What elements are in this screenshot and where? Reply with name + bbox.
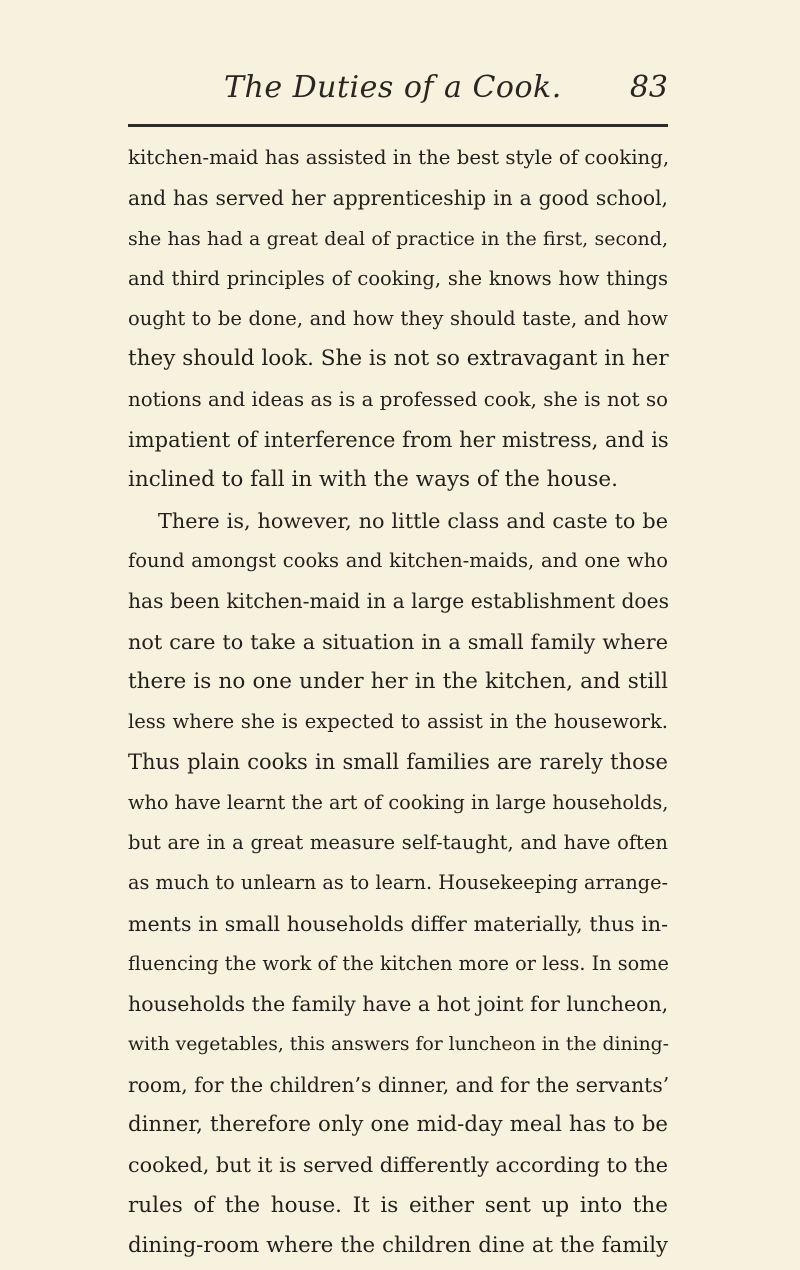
running-title: The Duties of a Cook. (224, 70, 562, 105)
text-line: dining-room where the children dine at the family (128, 1233, 668, 1259)
text-line: she has had a great deal of practice in the first, second, (128, 227, 668, 250)
text-line: fluencing the work of the kitchen more or less. In some (128, 951, 669, 975)
text-line: with vegetables, this answers for luncheon in the dining- (128, 1033, 669, 1055)
body-text (128, 138, 668, 1266)
text-line: impatient of interference from her mistress, and is (128, 428, 669, 453)
text-line: Thus plain cooks in small families are rarely those (128, 750, 668, 775)
text-line: less where she is expected to assist in the housework. (128, 710, 668, 734)
text-line: found amongst cooks and kitchen-maids, and one who (128, 548, 668, 572)
text-line: There is, however, no little class and caste to be (158, 508, 668, 533)
text-line: kitchen-maid has assisted in the best style of cooking, (128, 146, 670, 169)
page-header (128, 64, 668, 114)
text-line: ought to be done, and how they should taste, and how (128, 307, 668, 331)
text-line: cooked, but it is served differently according to the (128, 1153, 669, 1178)
text-line: they should look. She is not so extravagant in her (128, 346, 669, 372)
text-line: rules of the house. It is either sent up into the (128, 1192, 668, 1218)
text-line: but are in a great measure self-taught, and have often (128, 831, 668, 855)
text-line: dinner, therefore only one mid-day meal has to be (128, 1112, 668, 1138)
text-line: inclined to fall in with the ways of the house. (128, 467, 618, 493)
text-line: room, for the children’s dinner, and for the servants’ (128, 1072, 670, 1097)
text-line: there is no one under her in the kitchen, and still (128, 668, 668, 694)
text-line: not care to take a situation in a small family where (128, 629, 668, 654)
text-line: has been kitchen-maid in a large establishment does (128, 589, 669, 614)
text-line: ments in small households differ materially, thus in- (128, 911, 668, 936)
text-line: and has served her apprenticeship in a good school, (128, 186, 668, 211)
text-line: as much to unlearn as to learn. Housekeeping arrange- (128, 871, 668, 895)
text-line: and third principles of cooking, she knows how things (128, 266, 668, 290)
header-rule (128, 124, 668, 127)
text-line: notions and ideas as is a professed cook, she is not so (128, 387, 668, 411)
text-line: households the family have a hot joint for luncheon, (128, 992, 669, 1017)
text-line: who have learnt the art of cooking in large households, (128, 790, 669, 814)
page-number: 83 (629, 70, 668, 105)
